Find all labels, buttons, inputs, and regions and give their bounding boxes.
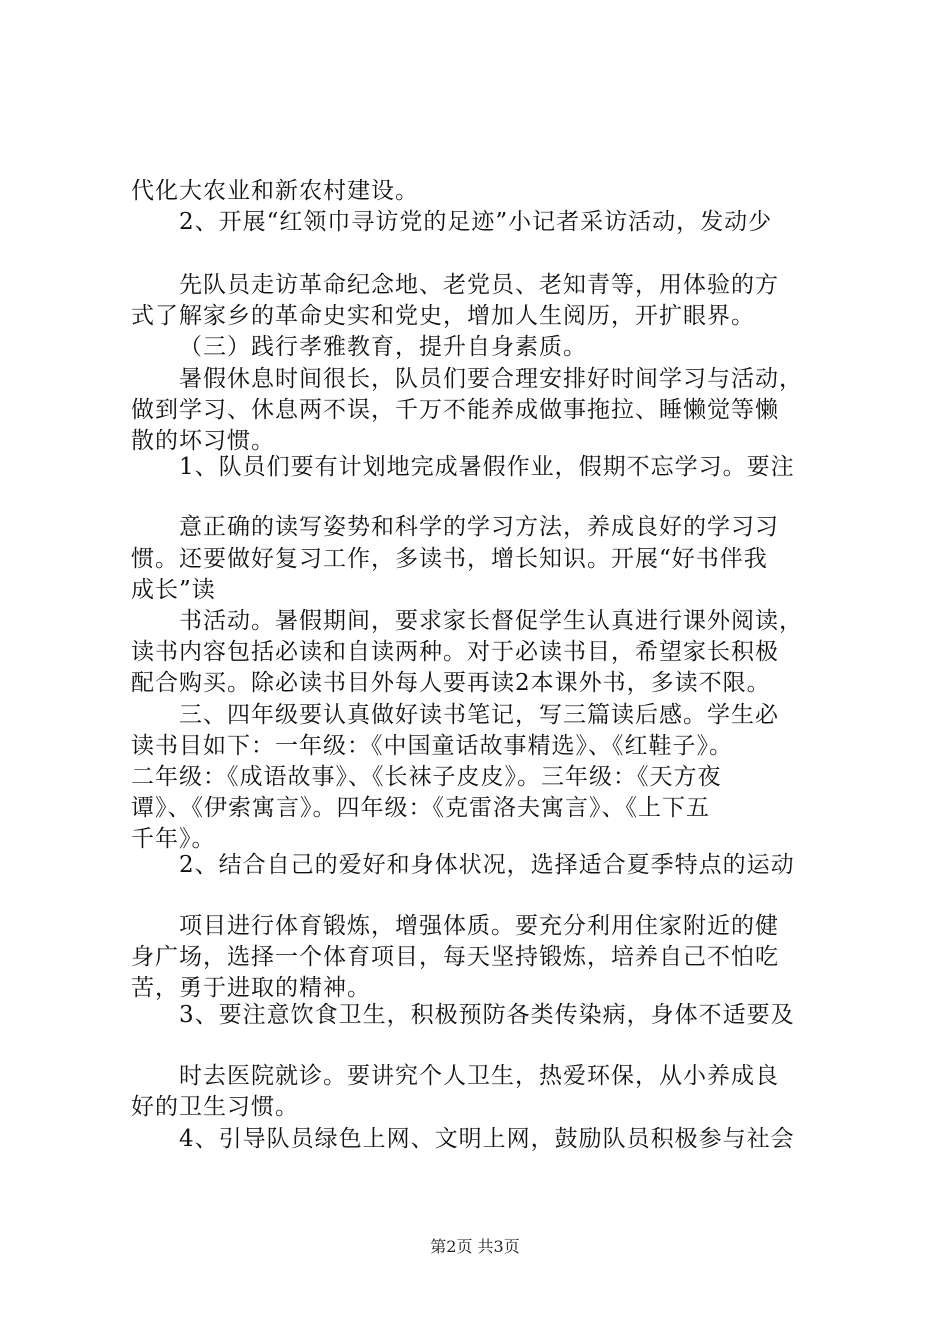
text-line: 千年》。: [131, 826, 216, 852]
text-line: 代化大农业和新农村建设。: [131, 178, 419, 204]
text-line: 3、要注意饮食卫生，积极预防各类传染病，身体不适要及: [179, 1002, 795, 1028]
text-line: 项目进行体育锻炼，增强体质。要充分利用住家附近的健: [179, 913, 779, 939]
text-line: 读书内容包括必读和自读两种。对于必读书目，希望家长积极: [131, 639, 779, 665]
text-line: 时去医院就诊。要讲究个人卫生，热爱环保，从小养成良: [179, 1063, 779, 1089]
text-line: （三）践行孝雅教育，提升自身素质。: [179, 334, 587, 360]
text-line: 意正确的读写姿势和科学的学习方法，养成良好的学习习: [179, 514, 779, 540]
page-number-footer: 第2页 共3页: [430, 1237, 520, 1256]
text-line: 身广场，选择一个体育项目，每天坚持锻炼，培养自己不怕吃: [131, 944, 779, 970]
text-line: 三、四年级要认真做好读书笔记，写三篇读后感。学生必: [179, 702, 779, 728]
text-line: 苦，勇于进取的精神。: [131, 975, 371, 1001]
text-line: 先队员走访革命纪念地、老党员、老知青等，用体验的方: [179, 272, 779, 298]
text-line: 做到学习、休息两不误，千万不能养成做事拖拉、睡懒觉等懒: [131, 397, 779, 423]
text-line: 读书目如下：一年级：《中国童话故事精选》、《红鞋子》。: [131, 733, 733, 759]
text-line: 书活动。暑假期间，要求家长督促学生认真进行课外阅读，: [179, 608, 803, 634]
text-line: 散的坏习惯。: [131, 428, 275, 454]
text-line: 成长”读: [131, 577, 216, 603]
text-line: 1、队员们要有计划地完成暑假作业，假期不忘学习。要注: [179, 454, 795, 480]
text-line: 4、引导队员绿色上网、文明上网，鼓励队员积极参与社会: [179, 1126, 795, 1152]
text-line: 谭》、《伊索寓言》。四年级：《克雷洛夫寓言》、《上下五: [131, 795, 710, 821]
text-line: 二年级：《成语故事》、《长袜子皮皮》。三年级：《天方夜: [131, 764, 722, 790]
text-line: 惯。还要做好复习工作，多读书，增长知识。开展“好书伴我: [131, 546, 768, 572]
text-line: 式了解家乡的革命史实和党史，增加人生阅历，开扩眼界。: [131, 303, 755, 329]
text-line: 暑假休息时间很长，队员们要合理安排好时间学习与活动，: [179, 366, 803, 392]
text-line: 2、结合自己的爱好和身体状况，选择适合夏季特点的运动: [179, 852, 795, 878]
text-line: 配合购买。除必读书目外每人要再读2本课外书，多读不限。: [131, 670, 771, 696]
text-line: 好的卫生习惯。: [131, 1094, 299, 1120]
text-line: 2、开展“红领巾寻访党的足迹”小记者采访活动，发动少: [179, 209, 773, 235]
